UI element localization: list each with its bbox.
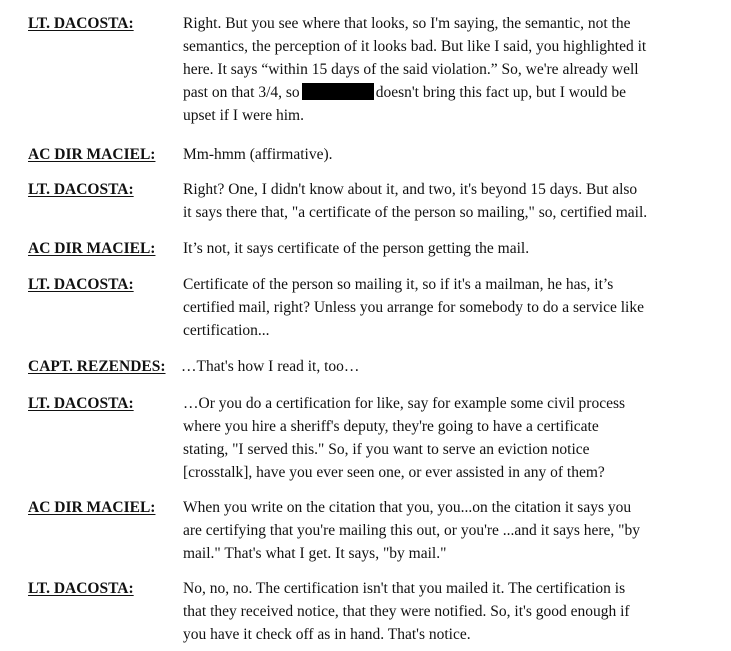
speaker-label: CAPT. REZENDES: <box>28 358 166 375</box>
speech-line: …Or you do a certification for like, say for example some civil process <box>183 395 626 412</box>
speech-text <box>183 392 713 484</box>
speech-text <box>183 12 713 127</box>
speech-line: [crosstalk], have you ever seen one, or ever assisted in any of them? <box>183 464 605 481</box>
speech-line: here. It says “within 15 days of the said violation.” So, we're already well <box>183 61 639 78</box>
speech-text <box>181 355 711 378</box>
speech-text <box>183 273 713 342</box>
speech-line: mail." That's what I get. It says, "by mail." <box>183 545 447 562</box>
speech-text <box>183 143 713 166</box>
speech-line: Right? One, I didn't know about it, and two, it's beyond 15 days. But also <box>183 181 638 198</box>
speaker-label: AC DIR MACIEL: <box>28 240 156 257</box>
speech-line: Mm-hmm (affirmative). <box>183 146 333 163</box>
speech-line-with-redaction <box>183 81 713 104</box>
speech-fragment: doesn't bring this fact up, but I would be <box>375 84 627 101</box>
speech-text <box>183 237 713 260</box>
speech-line: that they received notice, that they were notified. So, it's good enough if <box>183 603 630 620</box>
speech-line: …That's how I read it, too… <box>181 358 360 375</box>
speech-line: When you write on the citation that you, you...on the citation it says you <box>183 499 632 516</box>
speech-text <box>183 178 713 224</box>
speaker-label: AC DIR MACIEL: <box>28 499 156 516</box>
redaction-bar <box>302 83 374 100</box>
speech-fragment: past on that 3/4, so <box>183 84 300 101</box>
speech-line: stating, "I served this." So, if you want to serve an eviction notice <box>183 441 590 458</box>
speaker-label: LT. DACOSTA: <box>28 580 134 597</box>
speech-line: It’s not, it says certificate of the person getting the mail. <box>183 240 530 257</box>
speech-line: certified mail, right? Unless you arrange for somebody to do a service like <box>183 299 644 316</box>
speech-line: it says there that, "a certificate of the person so mailing," so, certified mail. <box>183 204 648 221</box>
speech-line: No, no, no. The certification isn't that you mailed it. The certification is <box>183 580 626 597</box>
speaker-label: LT. DACOSTA: <box>28 181 134 198</box>
speech-line: semantics, the perception of it looks bad. But like I said, you highlighted it <box>183 38 647 55</box>
speech-line: where you hire a sheriff's deputy, they're going to have a certificate <box>183 418 599 435</box>
speech-line: Certificate of the person so mailing it, so if it's a mailman, he has, it’s <box>183 276 614 293</box>
speaker-label: AC DIR MACIEL: <box>28 146 156 163</box>
speech-text <box>183 577 713 646</box>
speaker-label: LT. DACOSTA: <box>28 395 134 412</box>
speech-line: are certifying that you're mailing this out, or you're ...and it says here, "by <box>183 522 640 539</box>
speaker-label: LT. DACOSTA: <box>28 276 134 293</box>
speech-text <box>183 496 713 565</box>
speech-line: Right. But you see where that looks, so I'm saying, the semantic, not the <box>183 15 631 32</box>
speech-line: you have it check off as in hand. That's notice. <box>183 626 471 643</box>
speaker-label: LT. DACOSTA: <box>28 15 134 32</box>
speech-line: certification... <box>183 322 270 339</box>
speech-line: upset if I were him. <box>183 107 304 124</box>
